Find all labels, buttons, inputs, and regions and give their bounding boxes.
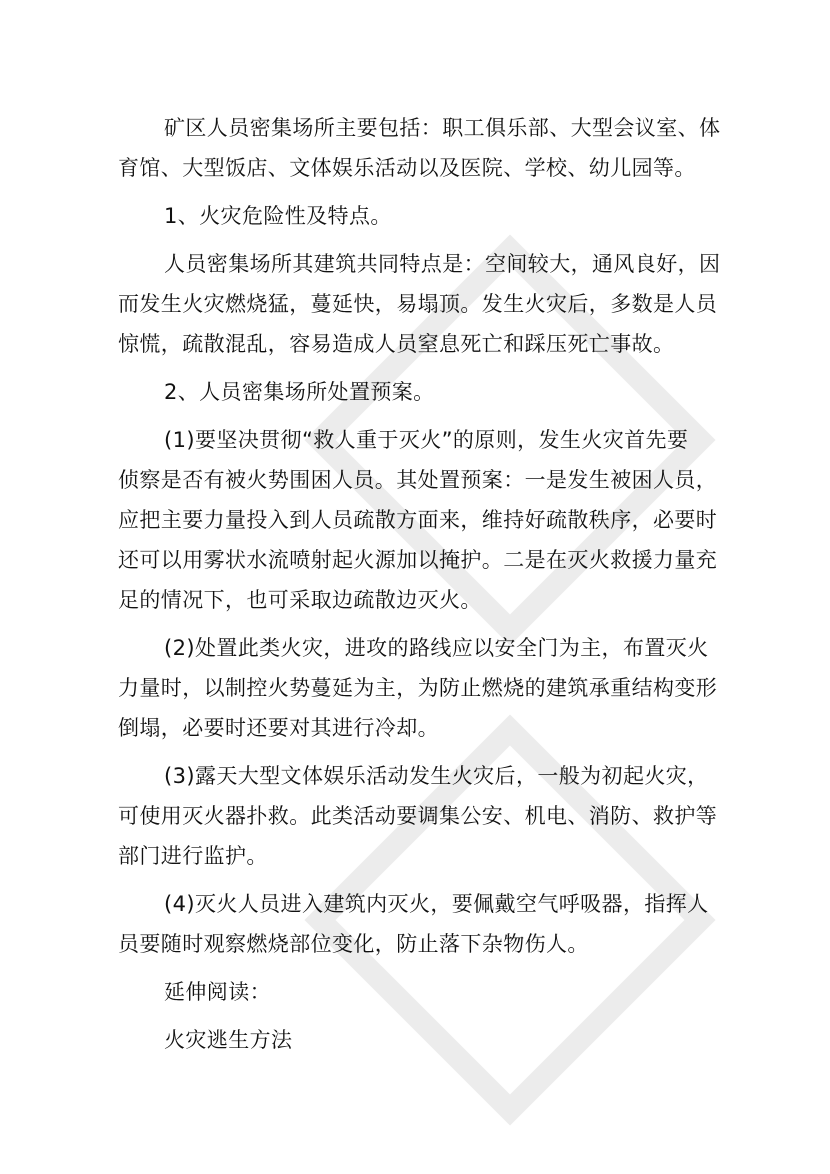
text-line: (3)露天大型文体娱乐活动发生火灾后，一般为初起火灾， (164, 764, 709, 788)
text-line: 人员密集场所其建筑共同特点是：空间较大，通风良好，因 (164, 252, 721, 276)
paragraph (118, 244, 721, 364)
text-line: 而发生火灾燃烧猛，蔓延快，易塌顶。发生火灾后，多数是人员 (118, 292, 718, 316)
paragraph (118, 884, 718, 964)
text-line: (2)处置此类火灾，进攻的路线应以安全门为主，布置灭火 (164, 636, 709, 660)
paragraph (118, 420, 718, 620)
paragraph (118, 1020, 718, 1060)
text-line: 还可以用雾状水流喷射起火源加以掩护。二是在灭火救援力量充 (118, 548, 718, 572)
text-line: 惊慌，疏散混乱，容易造成人员窒息死亡和踩压死亡事故。 (118, 332, 675, 356)
text-line: 1、火灾危险性及特点。 (164, 204, 392, 228)
text-line: 员要随时观察燃烧部位变化，防止落下杂物伤人。 (118, 932, 589, 956)
document-body (118, 108, 721, 1068)
text-line: 应把主要力量投入到人员疏散方面来，维持好疏散秩序，必要时 (118, 508, 718, 532)
paragraph (118, 196, 718, 236)
text-line: (1)要坚决贯彻“救人重于灭火”的原则，发生火灾首先要 (164, 428, 689, 452)
text-line: 矿区人员密集场所主要包括：职工俱乐部、大型会议室、体 (164, 116, 721, 140)
text-line: 可使用灭火器扑救。此类活动要调集公安、机电、消防、救护等 (118, 804, 718, 828)
paragraph (118, 756, 718, 876)
text-line: 力量时，以制控火势蔓延为主，为防止燃烧的建筑承重结构变形 (118, 676, 718, 700)
paragraph (118, 108, 721, 188)
paragraph (118, 972, 718, 1012)
text-line: 部门进行监护。 (118, 844, 268, 868)
text-line: 倒塌，必要时还要对其进行冷却。 (118, 716, 439, 740)
text-line: 育馆、大型饭店、文体娱乐活动以及医院、学校、幼儿园等。 (118, 156, 696, 180)
text-line: (4)灭火人员进入建筑内灭火，要佩戴空气呼吸器，指挥人 (164, 892, 709, 916)
text-line: 足的情况下，也可采取边疏散边灭火。 (118, 588, 482, 612)
text-line: 2、人员密集场所处置预案。 (164, 380, 435, 404)
text-line: 延伸阅读： (164, 980, 271, 1004)
text-line: 火灾逃生方法 (164, 1028, 293, 1052)
paragraph (118, 628, 718, 748)
text-line: 侦察是否有被火势围困人员。其处置预案：一是发生被困人员， (118, 468, 718, 492)
paragraph (118, 372, 718, 412)
